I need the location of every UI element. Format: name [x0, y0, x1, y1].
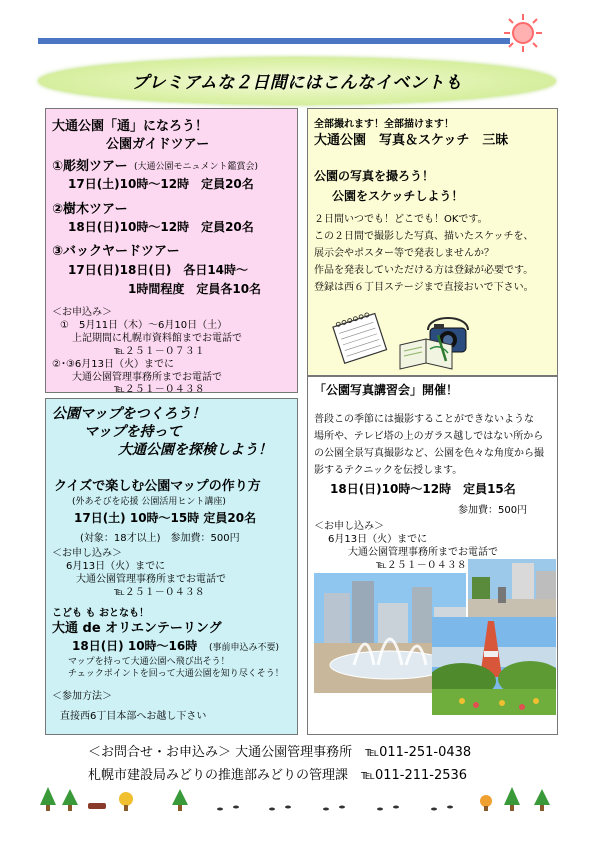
join-head: ＜参加方法＞ [52, 691, 112, 702]
footer-department: 札幌市建設局みどりの推進部みどりの管理課 ℡011-211-2536 [88, 768, 468, 783]
tour2-name: ②樹木ツアー [52, 202, 128, 217]
photo-lecture-section [307, 376, 558, 735]
lecture-time: 18日(日)10時～12時 定員15名 [330, 482, 516, 496]
photo-body-1: ２日間いつでも！どこでも！OKです。 [314, 214, 488, 225]
lecture-apply-2: 大通公園管理事務所までお電話で [348, 547, 498, 558]
map-apply-head: ＜お申し込み＞ [52, 548, 122, 559]
map-title-2: マップを持って [84, 424, 182, 440]
page-title-banner [38, 57, 556, 105]
tour1-note: (大通公園モニュメント鑑賞会) [134, 162, 259, 172]
guide-apply-1: ① 5月11日（木）～6月10日（土） [60, 320, 228, 331]
guide-apply-1c: ℡２５１－０７３１ [114, 346, 205, 357]
tour1-name: ①彫刻ツアー [52, 159, 128, 174]
guide-tour-section [45, 108, 298, 393]
map-apply-1: 6月13日（火）までに [66, 561, 166, 572]
notebook-icon [326, 309, 396, 369]
tour1-time: 17日(土)10時～12時 定員20名 [68, 177, 254, 191]
tour3-time: 17日(日)18日(日) 各日14時～ [68, 263, 249, 277]
guide-title-2: 公園ガイドツアー [106, 137, 210, 152]
tour3-time-2: 1時間程度 定員各10名 [128, 282, 262, 296]
photo-body-4: 作品を発表していただける方は登録が必要です。 [314, 265, 534, 276]
photo-sub-1: 公園の写真を撮ろう！ [314, 169, 435, 183]
map-apply-3: ℡２５１－０４３８ [114, 587, 205, 598]
photo-catch: 全部撮れます！全部描けます！ [314, 119, 454, 130]
quiz-time: 17日(土) 10時～15時 定員20名 [74, 511, 257, 525]
photo-body-5: 登録は西６丁目ステージまで直接おいで下さい。 [314, 282, 534, 293]
guide-title-1: 大通公園「通」になろう！ [52, 119, 209, 134]
lecture-apply-3: ℡２５１－０４３８ [376, 560, 467, 571]
lecture-body-4: 影するテクニックを伝授します。 [314, 465, 463, 476]
orient-catch: こども も おとなも！ [52, 608, 149, 619]
header-bar [38, 38, 510, 44]
lecture-body-1: 普段この季節には撮影することができないような [314, 414, 534, 425]
quiz-sub: (外あそびを応援 公園活用ヒント講座) [72, 497, 226, 507]
lecture-apply-1: 6月13日（火）までに [328, 534, 428, 545]
join-body: 直接西6丁目本部へお越し下さい [60, 711, 207, 722]
guide-apply-2: ②･③6月13日（火）までに [52, 359, 175, 370]
tv-tower-photo [432, 617, 556, 715]
tour2-time: 18日(日)10時～12時 定員20名 [68, 220, 254, 234]
guide-apply-head: ＜お申込み＞ [52, 307, 112, 318]
orient-time: 18日(日) 10時～16時 [72, 639, 198, 653]
lecture-title: 「公園写真講習会」開催！ [314, 383, 459, 397]
map-apply-2: 大通公園管理事務所までお電話で [76, 574, 226, 585]
lecture-body-3: の公園全景写真撮影など、公園を色々な角度から撮 [314, 448, 544, 459]
lecture-body-2: 場所や、テレビ塔の上のガラス越しではない所から [314, 431, 544, 442]
photo-body-2: この２日間で撮影した写真、描いたスケッチを、 [314, 231, 534, 242]
photo-sub-2: 公園をスケッチしよう！ [332, 189, 464, 203]
orient-desc-2: チェックポイントを回って大通公園を知り尽くそう！ [68, 669, 284, 679]
page-title: プレミアムな２日間にはこんなイベントも [131, 73, 463, 93]
orient-title: 大通 de オリエンテーリング [52, 621, 222, 636]
sun-icon [503, 13, 543, 53]
quiz-title: クイズで楽しむ公園マップの作り方 [54, 479, 261, 494]
lecture-apply-head: ＜お申し込み＞ [314, 521, 384, 532]
guide-apply-2c: ℡２５１－０４３８ [114, 384, 205, 395]
quiz-target: (対象：18才以上) 参加費：500円 [80, 533, 240, 544]
park-map-section [45, 398, 298, 735]
tour3-name: ③バックヤードツアー [52, 244, 180, 259]
sketchbook-icon [396, 331, 456, 375]
photo-title: 大通公園 写真＆スケッチ 三昧 [314, 133, 509, 148]
footer-trees-decoration [40, 785, 560, 815]
guide-apply-1b: 上記期間に札幌市資料館までお電話で [72, 333, 242, 344]
orient-note: (事前申込み不要) [209, 643, 280, 653]
footer-contact: ＜お問合せ・お申込み＞ 大通公園管理事務所 ℡011-251-0438 [88, 745, 472, 760]
photo-sketch-section [307, 108, 558, 376]
lecture-fee: 参加費：500円 [458, 505, 528, 516]
map-title-3: 大通公園を探検しよう！ [118, 442, 272, 458]
park-street-photo [468, 559, 556, 617]
photo-body-3: 展示会やポスター等で発表しませんか？ [314, 248, 494, 259]
orient-desc-1: マップを持って大通公園へ飛び出そう！ [68, 657, 230, 667]
guide-apply-2b: 大通公園管理事務所までお電話で [72, 372, 222, 383]
map-title-1: 公園マップをつくろう！ [52, 406, 206, 422]
